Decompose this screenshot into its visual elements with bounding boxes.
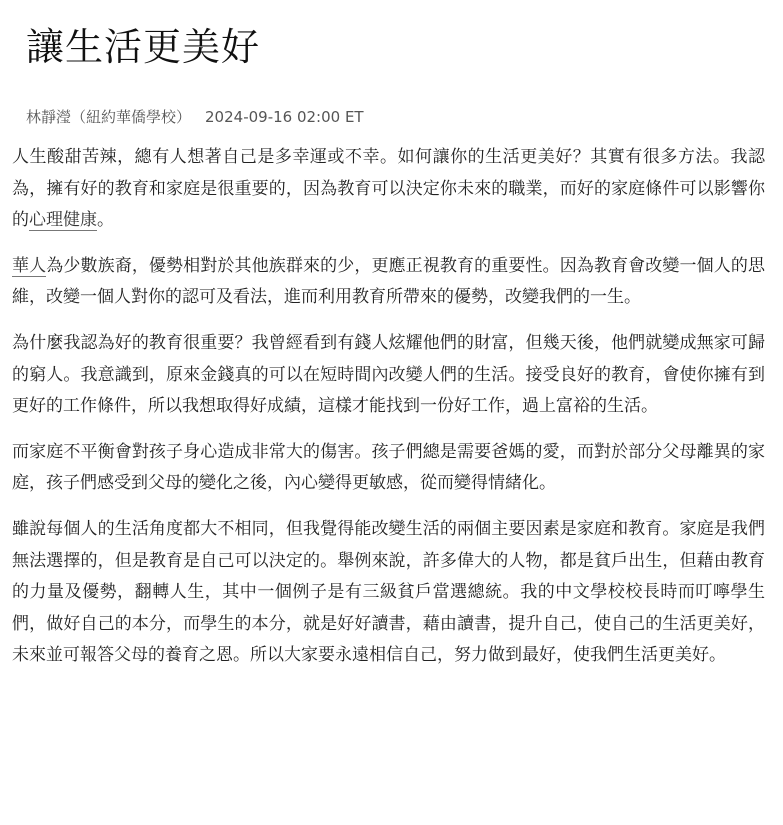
paragraph-text: 人生酸甜苦辣，總有人想著自己是多幸運或不幸。如何讓你的生活更美好？其實有很多方法。我認為，擁有好的教育和家庭是很重要的，因為教育可以決定你未來的職業，而好的家庭條件可以影響你的 (12, 147, 765, 231)
paragraph-text: 為少數族裔，優勢相對於其他族群來的少，更應正視教育的重要性。因為教育會改變一個人的思維，改變一個人對你的認可及看法，進而利用教育所帶來的優勢，改變我們的一生。 (12, 255, 765, 308)
byline (26, 106, 765, 128)
mental-health-link[interactable]: 心理健康 (29, 210, 97, 231)
paragraph-5: 雖說每個人的生活角度都大不相同，但我覺得能改變生活的兩個主要因素是家庭和教育。家庭是我們無法選擇的，但是教育是自己可以決定的。舉例來說，許多偉大的人物，都是貧戶出生，但藉由教育的力量及優勢，翻轉人生，其中一個例子是有三級貧戶當選總統。我的中文學校校長時而叮嚀學生們，做好自己的本分，而學生的本分，就是好好讀書，藉由讀書，提升自己，使自己的生活更美好，未來並可報答父母的養育之恩。所以大家要永遠相信自己，努力做到最好，使我們生活更美好。 (12, 518, 765, 666)
article-body (12, 142, 765, 672)
publish-date: 2024-09-16 02:00 ET (205, 108, 364, 126)
paragraph-3: 為什麼我認為好的教育很重要？我曾經看到有錢人炫耀他們的財富，但幾天後，他們就變成無家可歸的窮人。我意識到，原來金錢真的可以在短時間內改變人們的生活。接受良好的教育，會使你擁有到更好的工作條件，所以我想取得好成績，這樣才能找到一份好工作，過上富裕的生活。 (12, 332, 765, 417)
paragraph-1 (12, 142, 765, 237)
paragraph-text: 。 (97, 210, 114, 231)
article-title: 讓生活更美好 (26, 25, 261, 69)
paragraph-2 (12, 251, 765, 314)
chinese-people-link[interactable]: 華人 (12, 255, 47, 276)
author: 林靜瀅（紐約華僑學校） (26, 108, 192, 126)
paragraph-4: 而家庭不平衡會對孩子身心造成非常大的傷害。孩子們總是需要爸媽的愛，而對於部分父母離異的家庭，孩子們感受到父母的變化之後，內心變得更敏感，從而變得情緒化。 (12, 441, 765, 494)
